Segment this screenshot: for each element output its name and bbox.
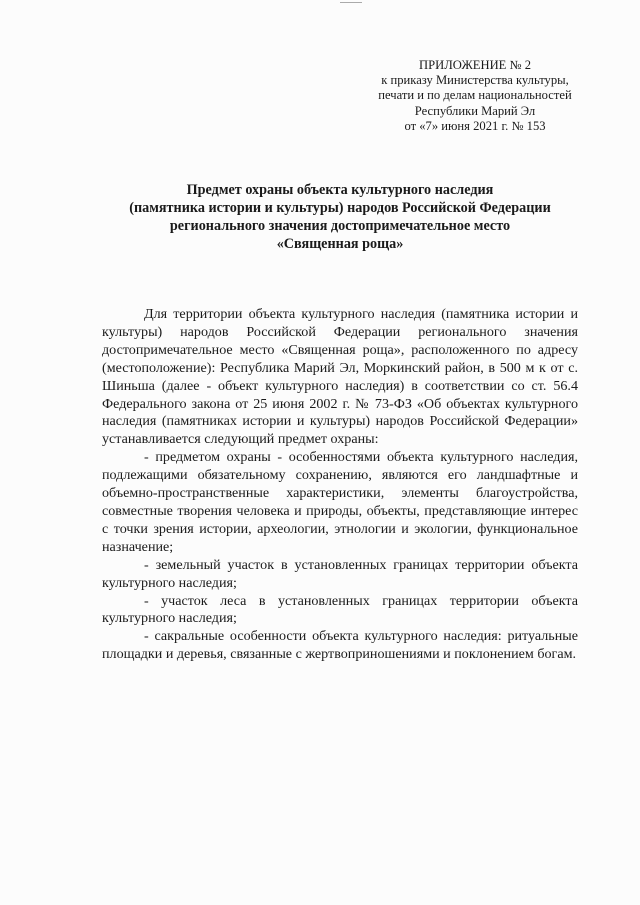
appendix-header — [360, 58, 590, 134]
appendix-ministry: печати и по делам национальностей — [378, 88, 572, 103]
scan-artifact — [340, 2, 362, 7]
document-title — [50, 181, 630, 253]
list-item: - земельный участок в установленных границах территории объекта культурного наследия; — [102, 556, 578, 591]
document-body — [102, 306, 578, 664]
list-item: - предметом охраны - особенностями объекта культурного наследия, подлежащими обязательному сохранению, являются его ландшафтные и объемно-пространственные характеристики, элементы благоустройства, совместные творения человека и природы, объекты, представляющие интерес с точки зрения истории, археологии, этнологии и экологии, функциональное назначение; — [102, 449, 578, 555]
intro-paragraph: Для территории объекта культурного наследия (памятника истории и культуры) народов Российской Федерации регионального значения достопримечательное место «Священная роща», расположенного по адресу (местоположение): Республика Марий Эл, Моркинский район, в 500 м к от с. Шиньша (далее - объект культурного наследия) в соответствии со ст. 56.4 Федерального закона от 25 июня 2002 г. № 73-ФЗ «Об объектах культурного наследия (памятниках истории и культуры) народов Российской Федерации» устанавливается следующий предмет охраны: — [102, 306, 578, 448]
title-line-3: регионального значения достопримечательное место — [169, 218, 511, 234]
title-line-2: (памятника истории и культуры) народов Российской Федерации — [129, 200, 551, 216]
appendix-number: ПРИЛОЖЕНИЕ № 2 — [419, 58, 531, 72]
list-item: - сакральные особенности объекта культурного наследия: ритуальные площадки и деревья, связанные с жертвоприношениями и поклонением богам. — [102, 628, 578, 663]
appendix-order-ref: к приказу Министерства культуры, — [381, 73, 569, 88]
list-item: - участок леса в установленных границах территории объекта культурного наследия; — [102, 592, 578, 627]
appendix-republic: Республики Марий Эл — [414, 103, 536, 118]
title-line-4: «Священная роща» — [276, 236, 404, 252]
appendix-date: от «7» июня 2021 г. № 153 — [404, 118, 546, 133]
title-line-1: Предмет охраны объекта культурного наследия — [186, 182, 494, 198]
